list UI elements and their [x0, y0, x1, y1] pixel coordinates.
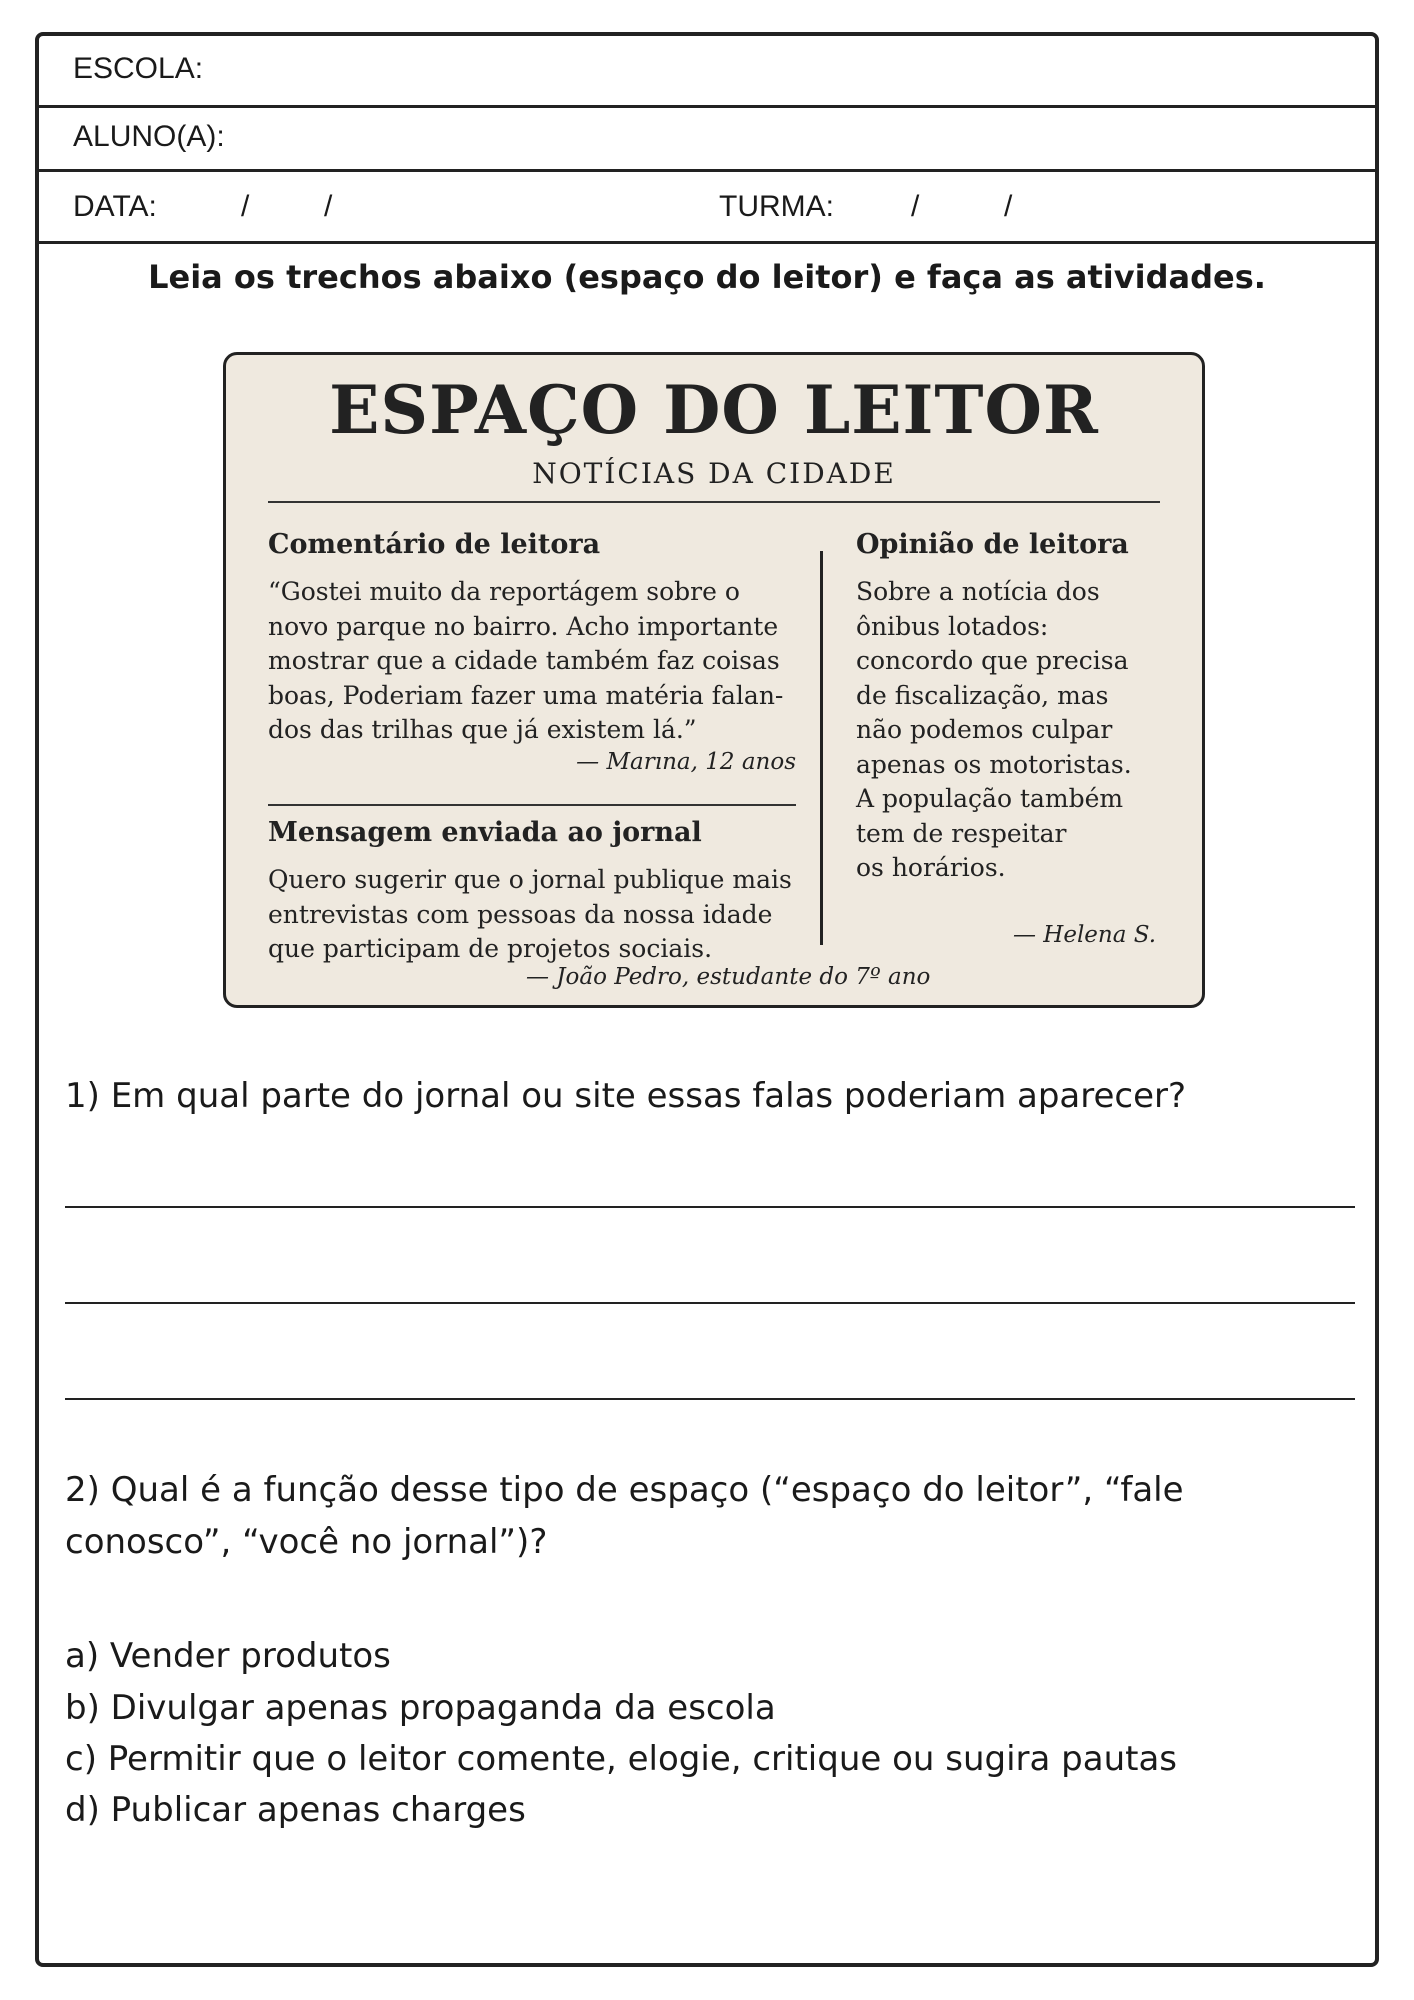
comment-text: “Gostei muito da reportágem sobre o novo parque no bairro. Acho importante mostrar que a cidade também faz coisas boas, Poderiam fazer uma matéria falan- dos das trilhas que já existem lá.” — [268, 577, 784, 744]
option-d[interactable]: d) Publicar apenas charges — [65, 1790, 526, 1830]
comment-heading: Comentário de leitora — [268, 529, 601, 560]
option-c[interactable]: c) Permitir que o leitor comente, elogie, critique ou sugira pautas — [65, 1739, 1178, 1779]
question-2-line-1: 2) Qual é a função desse tipo de espaço (“espaço do leitor”, “fale — [65, 1470, 1184, 1510]
clipping-subtitle: NOTÍCIAS DA CIDADE — [532, 457, 896, 490]
opinion-signature: — Helena S. — [1012, 922, 1156, 948]
turma-label: TURMA: — [719, 190, 834, 223]
clipping-title: ESPAÇO DO LEITOR — [329, 371, 1099, 449]
question-1: 1) Em qual parte do jornal ou site essas falas poderiam aparecer? — [65, 1076, 1187, 1116]
turma-slash-1: / — [911, 190, 920, 223]
aluno-row — [39, 108, 1375, 172]
answer-line-3[interactable] — [65, 1398, 1355, 1400]
answer-line-2[interactable] — [65, 1302, 1355, 1304]
data-slash-2: / — [324, 190, 333, 223]
message-signature: — João Pedro, estudante do 7º ano — [526, 964, 931, 990]
option-b[interactable]: b) Divulgar apenas propaganda da escola — [65, 1688, 776, 1728]
opinion-heading: Opinião de leitora — [856, 529, 1129, 560]
escola-row — [39, 36, 1375, 108]
instruction-text: Leia os trechos abaixo (espaço do leitor) e faça as atividades. — [148, 258, 1266, 296]
column-divider — [820, 551, 823, 945]
aluno-label: ALUNO(A): — [73, 120, 225, 153]
title-divider — [268, 501, 1160, 503]
answer-line-1[interactable] — [65, 1206, 1355, 1208]
section-divider — [268, 804, 796, 806]
newspaper-clipping — [223, 352, 1205, 1008]
data-label: DATA: — [73, 190, 157, 223]
question-2-line-2: conosco”, “você no jornal”)? — [65, 1522, 548, 1562]
comment-signature: — Marına, 12 anos — [576, 749, 796, 775]
data-turma-row — [39, 172, 1375, 244]
worksheet — [35, 32, 1379, 1967]
escola-label: ESCOLA: — [73, 52, 204, 85]
option-a[interactable]: a) Vender produtos — [65, 1636, 391, 1676]
data-slash-1: / — [241, 190, 250, 223]
turma-slash-2: / — [1004, 190, 1013, 223]
message-heading: Mensagem enviada ao jornal — [268, 817, 702, 848]
message-text: Quero sugerir que o jornal publique mais entrevistas com pessoas da nossa idade que participam de projetos sociais. — [268, 865, 792, 963]
opinion-text: Sobre a notícia dos ônibus lotados: concordo que precisa de fiscalização, mas não podemos culpar apenas os motoristas. A população também tem de respeitar os horários. — [856, 577, 1132, 882]
